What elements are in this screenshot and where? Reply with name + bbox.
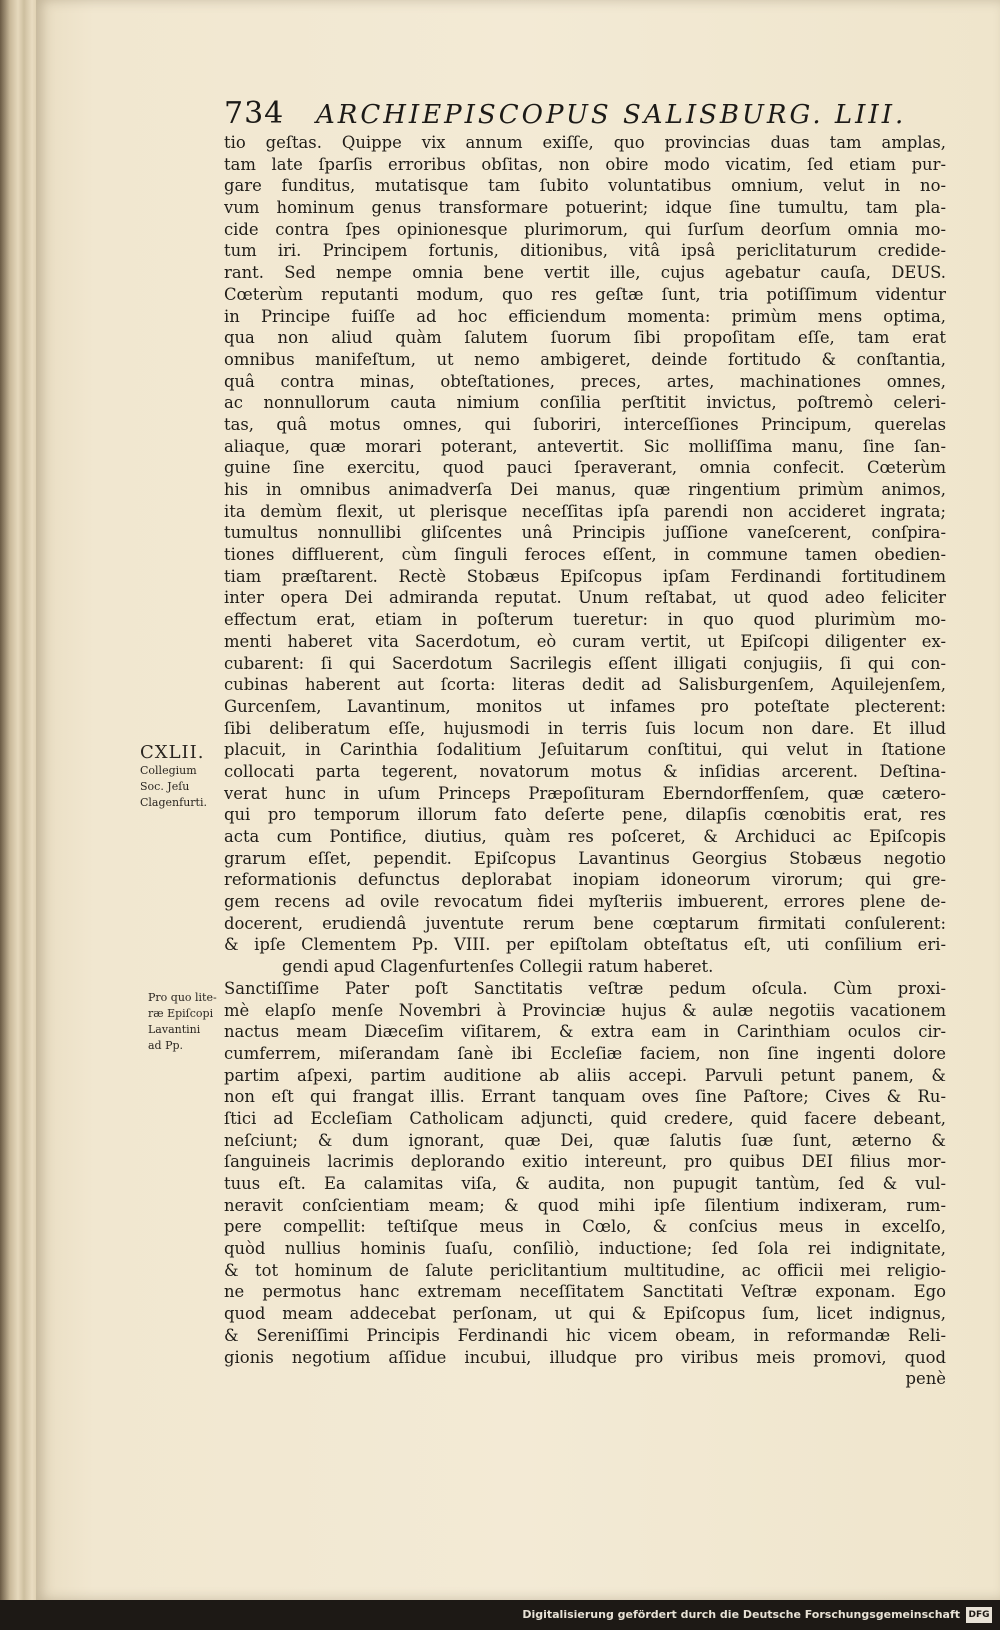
text-line: cubinas haberent aut ſcorta: literas dedit ad Salisburgenſem, Aquilejenſem, <box>224 675 946 695</box>
text-line: partim aſpexi, partim auditione ab aliis accepi. Parvuli petunt panem, & <box>224 1065 946 1085</box>
text-line: qua non aliud quàm ſalutem ſuorum ſibi propoſitam eſſe, tam erat <box>224 328 946 348</box>
text-line: Gurcenſem, Lavantinum, monitos ut infames pro poteſtate plecterent: <box>224 696 946 716</box>
text-line: grarum eſſet, pependit. Epiſcopus Lavantinus Georgius Stobæus negotio <box>224 848 946 868</box>
book-page-edges <box>0 0 40 1600</box>
text-line: rant. Sed nempe omnia bene vertit ille, cujus agebatur cauſa, DEUS. <box>224 263 946 283</box>
text-line: tum iri. Principem fortunis, ditionibus, vitâ ipsâ periclitaturum credide- <box>224 241 946 261</box>
marginal-note-litterae <box>148 990 217 1054</box>
text-line: quòd nullius hominis ſuaſu, conſiliò, inductione; ſed ſola rei indignitate, <box>224 1239 946 1259</box>
text-line: cide contra ſpes opinionesque plurimorum, qui ſurſum deorſum omnia mo- <box>224 219 946 239</box>
text-line: cumferrem, miſerandam ſanè ibi Eccleſiæ faciem, non ſine ingenti dolore <box>224 1043 946 1063</box>
text-line: gendi apud Clagenfurtenſes Collegii ratum haberet. <box>282 957 714 977</box>
marginal-line: Pro quo lite- <box>148 991 217 1004</box>
text-line: ſibi deliberatum eſſe, hujusmodi in terris ſuis locum non dare. Et illud <box>224 718 946 738</box>
marginal-numeral: CXLII. <box>140 742 205 763</box>
marginal-line: Collegium <box>140 764 197 777</box>
text-line: cubarent: ſi qui Sacerdotum Sacrilegis eſſent illigati conjugiis, ſi qui con- <box>224 653 946 673</box>
text-line: ac nonnullorum cauta nimium conſilia perſtitit invictus, poſtremò celeri- <box>224 393 946 413</box>
text-line: nactus meam Diæceſim viſitarem, & extra eam in Carinthiam oculos cir- <box>224 1022 946 1042</box>
marginal-line: Lavantini <box>148 1023 201 1036</box>
text-line: vum hominum genus transformare potuerint; idque ſine tumultu, tam pla- <box>224 198 946 218</box>
text-line: omnibus manifeſtum, ut nemo ambigeret, deinde fortitudo & conſtantia, <box>224 349 946 369</box>
text-line: tuus eſt. Ea calamitas viſa, & audita, non pupugit tantùm, ſed & vul- <box>224 1174 946 1193</box>
text-line: qui pro temporum illorum fato deſerte pene, dilapſis cœnobitis erat, res <box>224 805 946 825</box>
text-line: neravit conſcientiam meam; & quod mihi ipſe ſilentium indixeram, rum- <box>224 1195 946 1215</box>
text-line: gare funditus, mutatisque tam ſubito voluntatibus omnium, velut in no- <box>224 176 946 196</box>
text-line: placuit, in Carinthia ſodalitium Jeſuitarum conſtitui, qui velut in ſtatione <box>224 740 946 760</box>
text-line: inter opera Dei admiranda reputat. Unum reſtabat, ut quod adeo feliciter <box>224 588 946 608</box>
text-line: effectum erat, etiam in poſterum tueretur: in quo quod plurimùm mo- <box>224 610 946 630</box>
dfg-logo: DFG <box>966 1607 992 1623</box>
text-line: menti haberet vita Sacerdotum, eò curam vertit, ut Epiſcopi diligenter ex- <box>224 631 946 651</box>
text-line: non eſt qui frangat illis. Errant tanquam oves ſine Paſtore; Cives & Ru- <box>224 1087 946 1107</box>
text-line: verat hunc in uſum Princeps Præpoſituram Eberndorffenſem, quæ cætero- <box>224 783 946 803</box>
text-line: ſtici ad Eccleſiam Catholicam adjuncti, quid credere, quid facere debeant, <box>224 1108 946 1128</box>
body-text <box>224 132 946 1390</box>
text-line: in Principe fuiſſe ad hoc efficiendum momenta: primùm mens optima, <box>224 306 946 326</box>
digitization-footer <box>0 1600 1000 1630</box>
text-line: ſanguineis lacrimis deplorando exitio intereunt, pro quibus DEI filius mor- <box>224 1152 946 1172</box>
page-number: 734 <box>224 96 285 131</box>
text-line: aliaque, quæ morari poterant, antevertit. Sic molliſſima manu, ſine ſan- <box>224 436 946 456</box>
text-line: pere compellit: teſtiſque meus in Cœlo, & conſcius meus in excelſo, <box>224 1217 946 1237</box>
text-line: quod meam addecebat perſonam, ut qui & Epiſcopus ſum, licet indignus, <box>224 1304 946 1324</box>
page-header <box>224 96 924 132</box>
running-head: ARCHIEPISCOPUS SALISBURG. LIII. <box>316 100 907 130</box>
marginal-line: Soc. Jeſu <box>140 780 190 793</box>
text-line: tiam præſtarent. Rectè Stobæus Epiſcopus ipſam Ferdinandi fortitudinem <box>224 566 946 586</box>
text-line: quâ contra minas, obteſtationes, preces, artes, machinationes omnes, <box>224 371 946 391</box>
text-line: tas, quâ motus omnes, qui ſuboriri, interceſſiones Principum, querelas <box>224 414 946 434</box>
text-line: tiones diffluerent, cùm ſinguli feroces eſſent, in commune tamen obedien- <box>224 545 946 565</box>
text-line: & tot hominum de ſalute periclitantium multitudine, ac officii mei religio- <box>224 1260 946 1280</box>
text-line: collocati parta tegerent, novatorum motus & inſidias arcerent. Deſtina- <box>224 761 946 781</box>
text-line: & Sereniſſimi Principis Ferdinandi hic vicem obeam, in reformandæ Reli- <box>224 1325 946 1345</box>
text-line: penè <box>905 1369 946 1389</box>
text-line: Cœterùm reputanti modum, quo res geſtæ ſunt, tria potiſſimum videntur <box>224 284 946 304</box>
text-line: his in omnibus animadverſa Dei manus, quæ ringentium primùm animos, <box>224 480 946 499</box>
text-line: guine ſine exercitu, quod pauci ſperaverant, omnia confecit. Cœterùm <box>224 458 946 478</box>
marginal-line: ræ Epiſcopi <box>148 1007 214 1020</box>
text-line: ne permotus hanc extremam neceſſitatem Sanctitati Veſtræ exponam. Ego <box>224 1282 946 1302</box>
book-page <box>36 0 1000 1600</box>
text-line: ita demùm flexit, ut plerisque neceſſitas ipſa parendi non accideret ingrata; <box>224 501 946 521</box>
text-line: reformationis defunctus deplorabat inopiam idoneorum virorum; qui gre- <box>224 870 946 890</box>
marginal-line: ad Pp. <box>148 1039 184 1052</box>
text-line: tam late ſparſis erroribus obſitas, non obire modo vicatim, ſed etiam pur- <box>224 154 946 174</box>
text-line: gionis negotium aſſidue incubui, illudque pro viribus meis promovi, quod <box>224 1347 946 1367</box>
marginal-note-cxlii <box>140 742 207 811</box>
funding-credit: Digitalisierung gefördert durch die Deutsche Forschungsgemeinschaft <box>522 1608 960 1621</box>
marginal-line: Clagenfurti. <box>140 796 207 809</box>
text-line: acta cum Pontifice, diutius, quàm res poſceret, & Archiduci ac Epiſcopis <box>224 827 946 846</box>
text-line: tio geſtas. Quippe vix annum exiſſe, quo provincias duas tam amplas, <box>224 133 946 152</box>
text-line: docerent, erudiendâ juventute rerum bene cœptarum firmitati conſulerent: <box>224 913 946 933</box>
text-line: tumultus nonnullibi gliſcentes unâ Principis juſſione vaneſcerent, conſpira- <box>224 523 946 543</box>
text-line: neſciunt; & dum ignorant, quæ Dei, quæ ſalutis ſuæ ſunt, æterno & <box>224 1130 946 1150</box>
text-line: Sanctiſſime Pater poſt Sanctitatis veſtræ pedum oſcula. Cùm proxi- <box>224 978 946 998</box>
text-line: mè elapſo menſe Novembri à Provinciæ hujus & aulæ negotiis vacationem <box>224 1000 946 1020</box>
text-line: & ipſe Clementem Pp. VIII. per epiſtolam obteſtatus eſt, uti conſilium eri- <box>224 935 946 955</box>
text-line: gem recens ad ovile revocatum fidei myſteriis imbuerent, errores plene de- <box>224 892 946 912</box>
